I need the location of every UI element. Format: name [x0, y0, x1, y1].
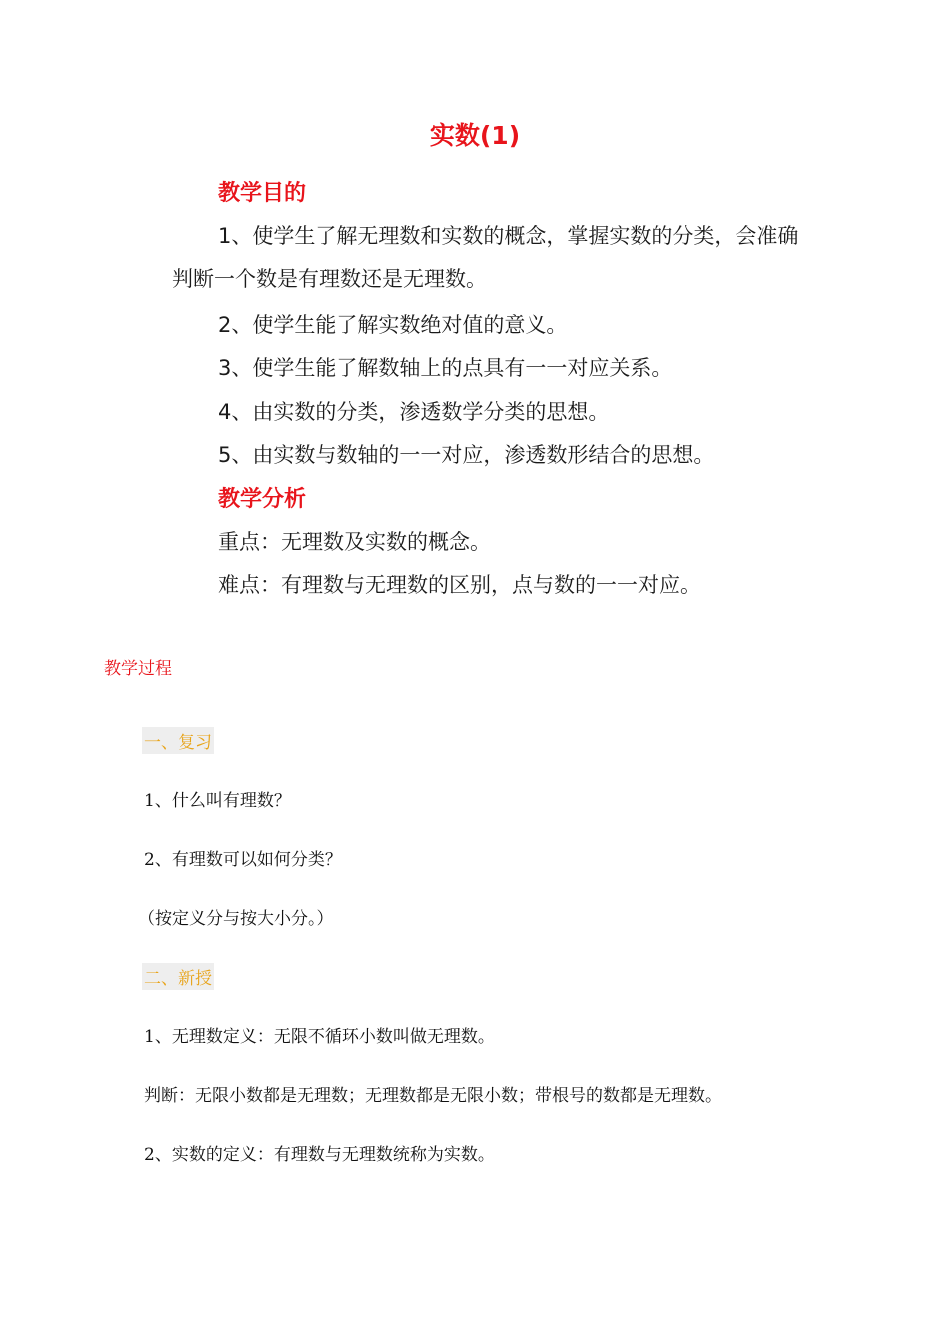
- objective-item: 4、由实数的分类，渗透数学分类的思想。: [218, 400, 610, 424]
- review-section-label: 一、复习: [142, 727, 214, 754]
- objective-item: 判断一个数是有理数还是无理数。: [172, 267, 487, 291]
- new-lesson-line: 判断：无限小数都是无理数；无理数都是无限小数；带根号的数都是无理数。: [144, 1086, 722, 1106]
- process-heading: 教学过程: [104, 659, 172, 679]
- objective-item: 3、使学生能了解数轴上的点具有一一对应关系。: [218, 356, 673, 380]
- objective-item: 1、使学生了解无理数和实数的概念，掌握实数的分类，会准确: [218, 224, 799, 248]
- objectives-heading: 教学目的: [218, 181, 307, 206]
- analysis-heading: 教学分析: [218, 487, 307, 512]
- objective-item: 5、由实数与数轴的一一对应，渗透数形结合的思想。: [218, 443, 715, 467]
- objective-item: 2、使学生能了解实数绝对值的意义。: [218, 313, 568, 337]
- review-question: 1、什么叫有理数？: [144, 791, 291, 811]
- new-lesson-line: 1、无理数定义：无限不循环小数叫做无理数。: [144, 1027, 495, 1047]
- review-note: （按定义分与按大小分。）: [138, 909, 334, 929]
- key-point: 重点：无理数及实数的概念。: [218, 530, 491, 554]
- review-question: 2、有理数可以如何分类？: [144, 850, 342, 870]
- page-title: 实数(1): [429, 121, 521, 150]
- new-lesson-section-label: 二、新授: [142, 963, 214, 990]
- difficulty-point: 难点：有理数与无理数的区别，点与数的一一对应。: [218, 573, 701, 597]
- new-lesson-line: 2、实数的定义：有理数与无理数统称为实数。: [144, 1145, 495, 1165]
